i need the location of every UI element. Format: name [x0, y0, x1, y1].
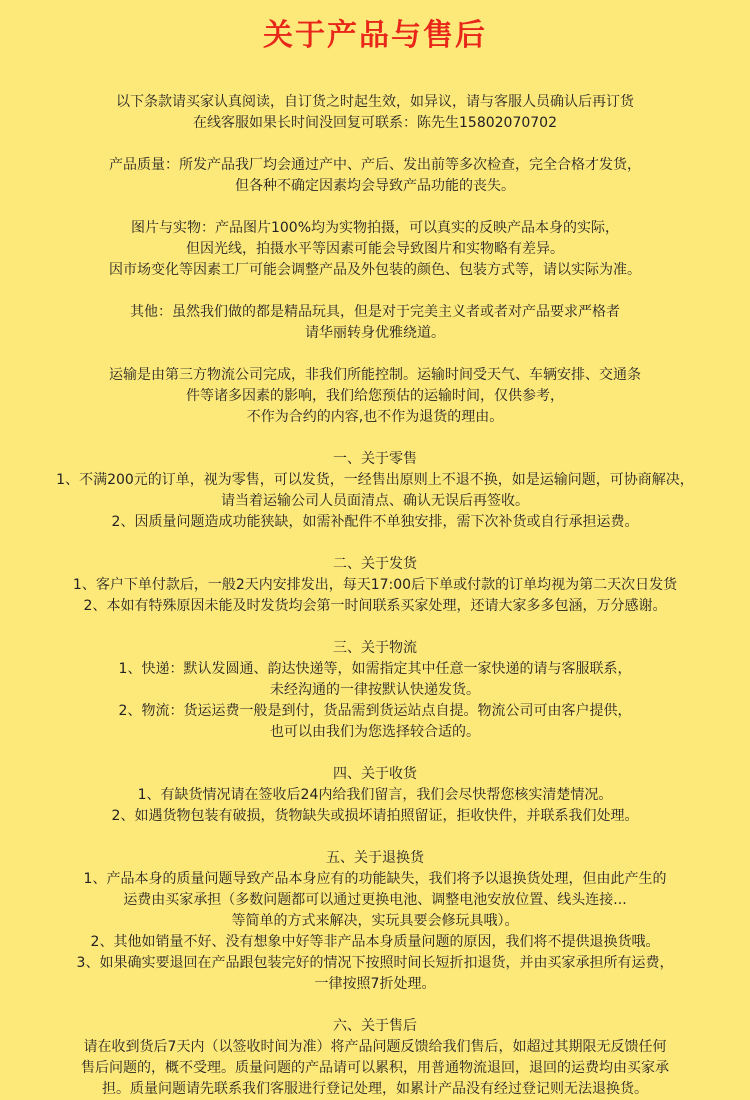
photos-line: 图片与实物：产品图片100%均为实物拍摄，可以真实的反映产品本身的实际，: [130, 220, 620, 236]
section-heading: 三、关于物流: [333, 640, 417, 656]
quality-line: 但各种不确定因素均会导致产品功能的丧失。: [235, 178, 515, 194]
section-line: 未经沟通的一律按默认快递发货。: [270, 682, 480, 698]
section-line: 等简单的方式来解决，实玩具要会修玩具哦）。: [231, 913, 519, 929]
section-heading: 二、关于发货: [333, 556, 417, 572]
section-line: 也可以由我们为您选择较合适的。: [270, 724, 480, 740]
photos-line: 因市场变化等因素工厂可能会调整产品及外包装的颜色、包装方式等，请以实际为准。: [109, 262, 641, 278]
section-retail: [0, 449, 750, 533]
section-line: 售后问题的，概不受理。质量问题的产品请可以累积，用普通物流退回，退回的运费均由买家承: [81, 1060, 669, 1076]
section-line: 2、物流：货运运费一般是到付，货品需到货运站点自提。物流公司可由客户提供，: [118, 703, 632, 719]
section-line: 1、快递：默认发圆通、韵达快递等，如需指定其中任意一家快递的请与客服联系，: [118, 661, 632, 677]
other-block: [0, 302, 750, 344]
quality-line: 产品质量：所发产品我厂均会通过产中、产后、发出前等多次检查，完全合格才发货，: [109, 157, 641, 173]
section-receiving: [0, 764, 750, 827]
page-title: 关于产品与售后: [263, 18, 487, 53]
section-line: 2、本如有特殊原因未能及时发货均会第一时间联系买家处理，还请大家多多包涵，万分感谢。: [83, 598, 667, 614]
transport-line: 运输是由第三方物流公司完成，非我们所能控制。运输时间受天气、车辆安排、交通条: [109, 367, 641, 383]
photos-block: [0, 218, 750, 281]
transport-block: [0, 365, 750, 428]
section-heading: 六、关于售后: [333, 1018, 417, 1034]
section-heading: 五、关于退换货: [326, 850, 424, 866]
section-line: 担。质量问题请先联系我们客服进行登记处理，如累计产品没有经过登记则无法退换货。: [102, 1081, 648, 1097]
section-returns: [0, 848, 750, 995]
intro-block: [0, 92, 750, 134]
intro-line: 在线客服如果长时间没回复可联系：陈先生15802070702: [193, 115, 557, 131]
section-logistics: [0, 638, 750, 743]
other-line: 其他：虽然我们做的都是精品玩具，但是对于完美主义者或者对产品要求严格者: [130, 304, 620, 320]
section-after-sales: [0, 1016, 750, 1100]
section-line: 2、其他如销量不好、没有想象中好等非产品本身质量问题的原因，我们将不提供退换货哦。: [90, 934, 660, 950]
section-line: 2、因质量问题造成功能狭缺，如需补配件不单独安排，需下次补货或自行承担运费。: [111, 514, 639, 530]
other-line: 请华丽转身优雅绕道。: [305, 325, 445, 341]
section-line: 一律按照7折处理。: [314, 976, 436, 992]
section-line: 请在收到货后7天内（以签收时间为准）将产品问题反馈给我们售后，如超过其期限无反馈任何: [83, 1039, 667, 1055]
section-line: 2、如遇货物包装有破损，货物缺失或损坏请拍照留证，拒收快件，并联系我们处理。: [111, 808, 639, 824]
section-line: 1、不满200元的订单，视为零售，可以发货，一经售出原则上不退不换，如是运输问题，可协商解决，: [56, 472, 694, 488]
section-line: 1、产品本身的质量问题导致产品本身应有的功能缺失，我们将予以退换货处理，但由此产生的: [83, 871, 667, 887]
intro-line: 以下条款请买家认真阅读，自订货之时起生效，如异议，请与客服人员确认后再订货: [116, 94, 634, 110]
photos-line: 但因光线，拍摄水平等因素可能会导致图片和实物略有差异。: [186, 241, 564, 257]
quality-block: [0, 155, 750, 197]
section-heading: 四、关于收货: [333, 766, 417, 782]
section-line: 运费由买家承担（多数问题都可以通过更换电池、调整电池安放位置、线头连接...: [123, 892, 627, 908]
section-line: 3、如果确实要退回在产品跟包装完好的情况下按照时间长短折扣退货，并由买家承担所有运费，: [76, 955, 674, 971]
section-line: 请当着运输公司人员面清点、确认无误后再签收。: [221, 493, 529, 509]
section-line: 1、有缺货情况请在签收后24内给我们留言，我们会尽快帮您核实清楚情况。: [137, 787, 613, 803]
section-line: 1、客户下单付款后，一般2天内安排发出，每天17:00后下单或付款的订单均视为第二天次日发货: [72, 577, 678, 593]
transport-line: 件等诸多因素的影响，我们给您预估的运输时间，仅供参考，: [186, 388, 564, 404]
section-heading: 一、关于零售: [333, 451, 417, 467]
section-shipping: [0, 554, 750, 617]
transport-line: 不作为合约的内容,也不作为退货的理由。: [246, 409, 504, 425]
